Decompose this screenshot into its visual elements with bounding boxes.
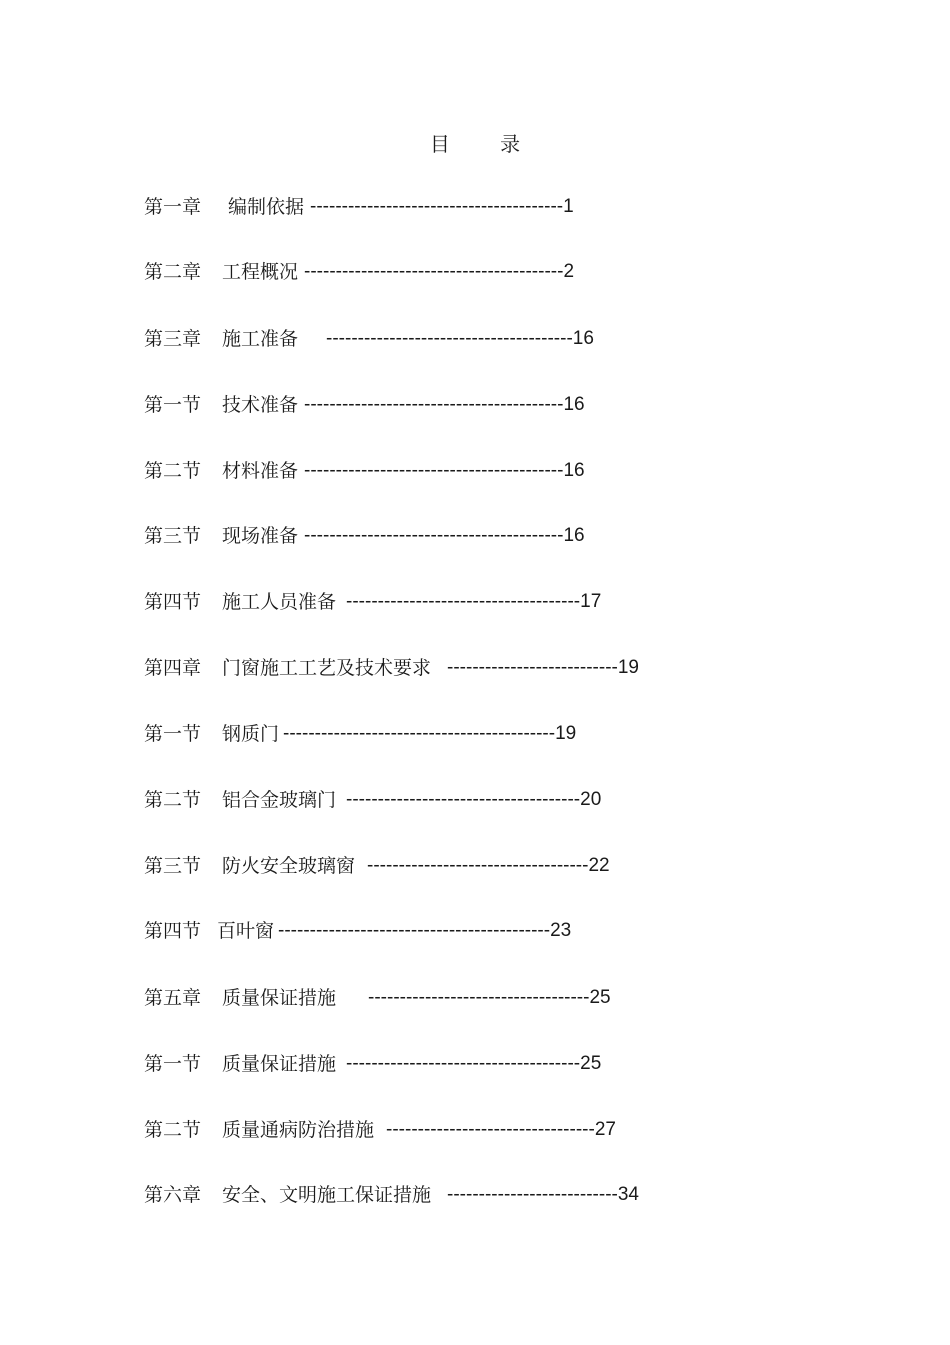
toc-entry-label: 第二节 — [144, 789, 202, 811]
toc-entry-label: 第三章 — [144, 328, 202, 350]
toc-entry-page: 16 — [572, 328, 594, 349]
toc-entry-leader: ----------------------------------- — [367, 855, 589, 876]
toc-entry-page: 17 — [580, 591, 602, 612]
toc-entry-label: 第二节 — [144, 1119, 202, 1141]
toc-entry-heading: 施工人员准备 — [222, 591, 337, 613]
toc-entry-leader: --------------------------------------- — [326, 328, 573, 349]
toc-entry-heading: 安全、文明施工保证措施 — [222, 1184, 432, 1206]
toc-entry[interactable] — [144, 587, 601, 617]
toc-entry-heading: 质量保证措施 — [222, 1053, 337, 1075]
toc-entry[interactable] — [144, 192, 574, 222]
toc-entry-page: 25 — [580, 1053, 602, 1074]
toc-entry-heading: 施工准备 — [222, 328, 299, 350]
toc-entry-heading: 质量保证措施 — [222, 987, 337, 1009]
toc-entry-heading: 防火安全玻璃窗 — [222, 855, 356, 877]
toc-entry-label: 第六章 — [144, 1184, 202, 1206]
toc-entry-leader: ------------------------------------- — [346, 789, 581, 810]
toc-entry-leader: ----------------------------------- — [368, 987, 590, 1008]
toc-entry-leader: ----------------------------------------- — [304, 394, 564, 415]
toc-entry-page: 1 — [563, 196, 574, 217]
toc-entry[interactable] — [144, 1049, 601, 1079]
toc-entry-heading: 百叶窗 — [217, 920, 275, 942]
toc-entry-page: 16 — [563, 460, 585, 481]
toc-entry-label: 第四节 — [144, 591, 202, 613]
toc-entry-label: 第二章 — [144, 261, 202, 283]
toc-entry-page: 23 — [550, 920, 572, 941]
toc-entry-label: 第一章 — [144, 196, 202, 218]
toc-entry-label: 第四节 — [144, 920, 202, 942]
toc-entry-page: 22 — [588, 855, 610, 876]
toc-entry-leader: ----------------------------------------- — [304, 525, 564, 546]
toc-entry-label: 第一节 — [144, 1053, 202, 1075]
toc-entry-label: 第五章 — [144, 987, 202, 1009]
toc-entry-heading: 铝合金玻璃门 — [222, 789, 337, 811]
toc-entry-leader: ------------------------------------- — [346, 1053, 581, 1074]
toc-entry-label: 第三节 — [144, 525, 202, 547]
toc-entry[interactable] — [144, 785, 601, 815]
toc-entry-leader: ---------------------------------------- — [310, 196, 564, 217]
toc-entry[interactable] — [144, 983, 611, 1013]
toc-entry-heading: 钢质门 — [222, 723, 280, 745]
toc-entry[interactable] — [144, 257, 574, 287]
toc-entry-heading: 门窗施工工艺及技术要求 — [222, 657, 432, 679]
toc-title: 目 录 — [429, 132, 543, 156]
toc-entry-heading: 现场准备 — [222, 525, 299, 547]
toc-entry[interactable] — [144, 456, 585, 486]
toc-entry-page: 19 — [555, 723, 577, 744]
toc-entry-label: 第二节 — [144, 460, 202, 482]
toc-entry-leader: --------------------------- — [447, 1184, 618, 1205]
toc-entry-page: 27 — [594, 1119, 616, 1140]
toc-entry-page: 16 — [563, 525, 585, 546]
toc-entry-leader: ----------------------------------------- — [304, 261, 564, 282]
toc-entry-label: 第一节 — [144, 394, 202, 416]
toc-entry[interactable] — [144, 1180, 639, 1210]
toc-entry-heading: 材料准备 — [222, 460, 299, 482]
toc-entry-heading: 工程概况 — [222, 261, 299, 283]
toc-entry-page: 19 — [617, 657, 639, 678]
toc-entry[interactable] — [144, 916, 571, 946]
toc-entry-label: 第四章 — [144, 657, 202, 679]
toc-entry[interactable] — [144, 521, 585, 551]
toc-entry-page: 20 — [580, 789, 602, 810]
toc-entry-leader: ----------------------------------------- — [304, 460, 564, 481]
toc-entry[interactable] — [144, 719, 576, 749]
toc-entry-leader: --------------------------------- — [386, 1119, 595, 1140]
toc-entry-page: 25 — [589, 987, 611, 1008]
toc-entry-leader: ------------------------------------------- — [283, 723, 556, 744]
toc-entry-label: 第一节 — [144, 723, 202, 745]
toc-entry-page: 34 — [617, 1184, 639, 1205]
toc-entry[interactable] — [144, 851, 610, 881]
toc-entry[interactable] — [144, 653, 639, 683]
toc-entry-leader: ------------------------------------- — [346, 591, 581, 612]
toc-entry-page: 2 — [563, 261, 575, 282]
toc-entry-heading: 质量通病防治措施 — [222, 1119, 375, 1141]
toc-entry[interactable] — [144, 324, 594, 354]
toc-entry-heading: 编制依据 — [228, 196, 305, 218]
toc-entry-page: 16 — [563, 394, 585, 415]
toc-entry[interactable] — [144, 390, 585, 420]
toc-entry-label: 第三节 — [144, 855, 202, 877]
toc-entry-leader: --------------------------- — [447, 657, 618, 678]
toc-entry-heading: 技术准备 — [222, 394, 299, 416]
toc-entry[interactable] — [144, 1115, 616, 1145]
toc-entry-leader: ------------------------------------------- — [278, 920, 551, 941]
